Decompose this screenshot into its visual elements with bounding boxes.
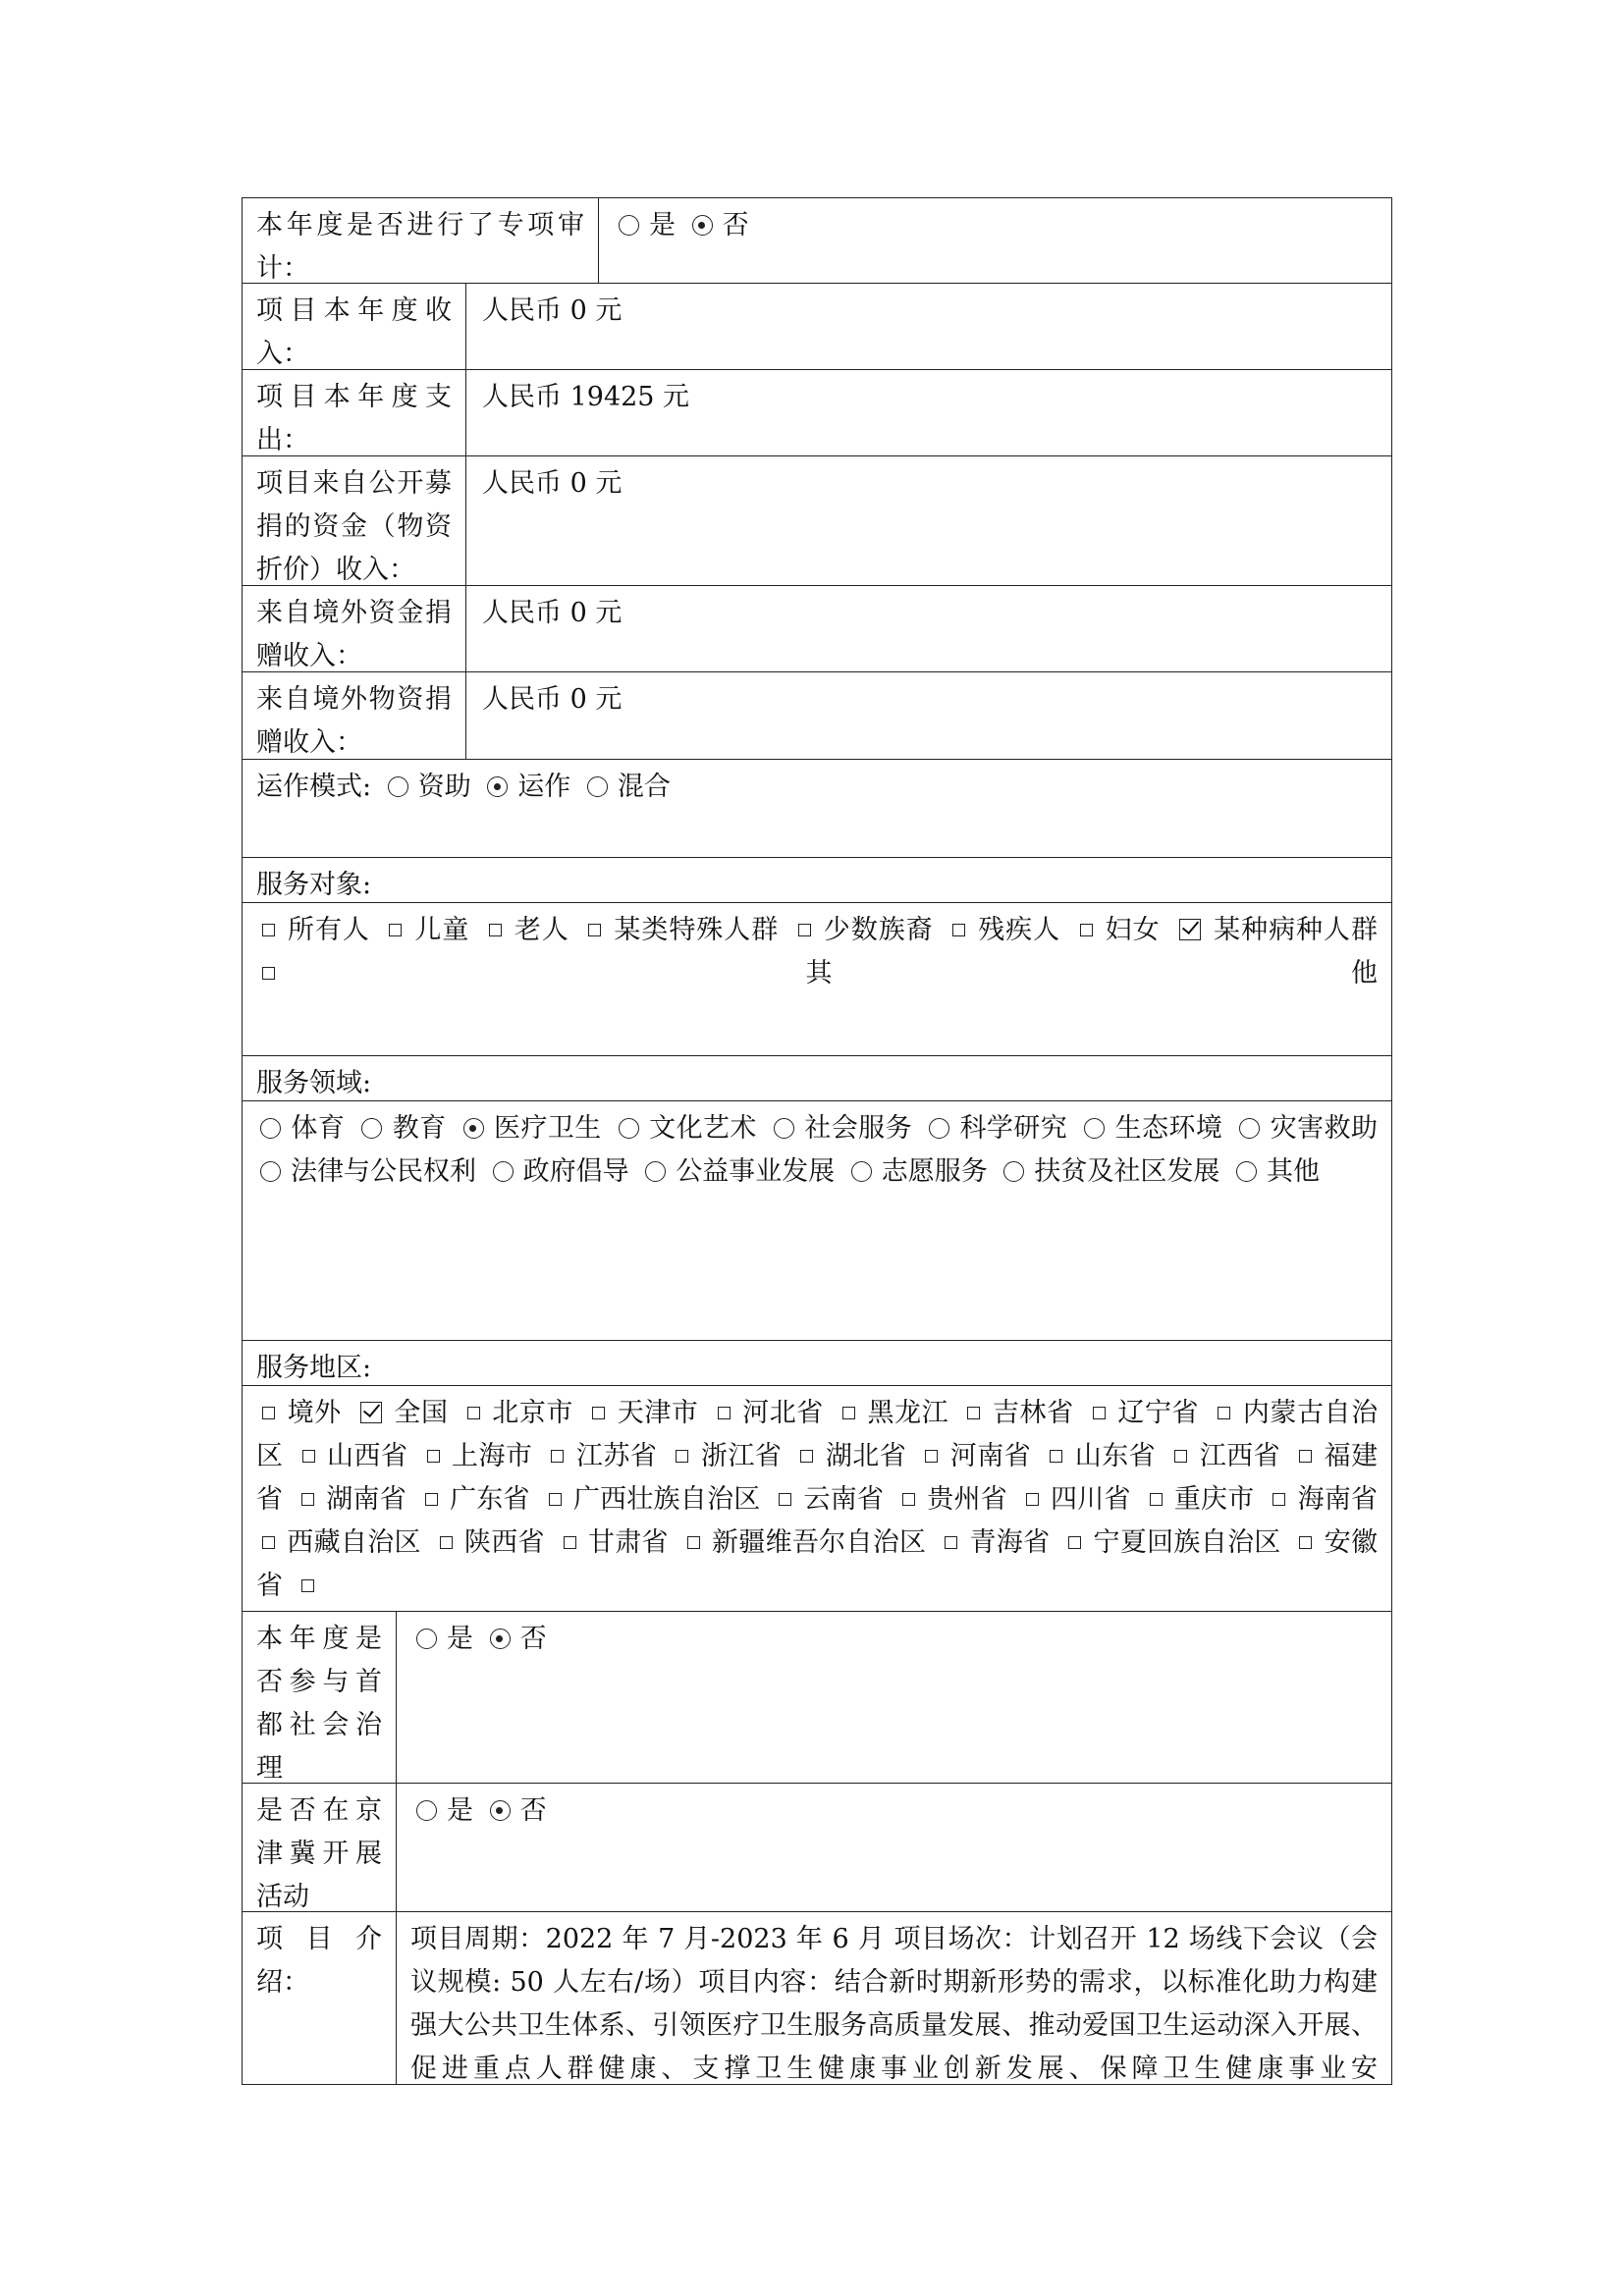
service-areas-item[interactable] (256, 1527, 421, 1558)
item-label: 残疾人 (977, 915, 1061, 945)
radio-icon[interactable] (490, 1629, 511, 1649)
operation-mode-row (242, 760, 1392, 858)
checkbox-icon[interactable] (489, 924, 502, 936)
service-areas-item[interactable] (545, 1441, 657, 1471)
service-targets-item[interactable] (483, 915, 569, 945)
service-fields-option[interactable] (1000, 1156, 1219, 1187)
service-areas-item[interactable] (434, 1527, 545, 1558)
radio-icon[interactable] (692, 215, 713, 236)
service-fields-option[interactable] (460, 1113, 602, 1144)
checkbox-icon[interactable] (467, 1407, 480, 1419)
audit-option[interactable] (615, 210, 676, 240)
checkbox-icon[interactable] (925, 1450, 938, 1463)
public-donation-label: 项目来自公开募捐的资金（物资折价）收入： (243, 456, 466, 585)
option-label: 公益事业发展 (676, 1156, 836, 1187)
checkbox-icon[interactable] (1299, 1450, 1312, 1463)
service-areas-item[interactable] (296, 1571, 326, 1601)
operation-mode-option[interactable] (583, 772, 671, 802)
item-label: 安徽省 (256, 1527, 1379, 1601)
option-label: 社会服务 (803, 1113, 912, 1144)
item-label: 湖北省 (825, 1441, 907, 1471)
capital-governance-options (397, 1612, 1391, 1783)
item-label: 福建省 (256, 1441, 1379, 1515)
service-fields-option[interactable] (256, 1113, 345, 1144)
service-targets-item[interactable] (1173, 915, 1378, 945)
option-label: 政府倡导 (522, 1156, 629, 1187)
service-targets-list (243, 903, 1391, 1055)
service-areas-item[interactable] (1044, 1441, 1156, 1471)
service-fields-option[interactable] (256, 1156, 476, 1187)
jjj-activity-options (397, 1784, 1391, 1911)
service-areas-item[interactable] (1087, 1398, 1199, 1428)
checkbox-icon[interactable] (676, 1450, 688, 1463)
radio-icon[interactable] (493, 1161, 514, 1182)
service-areas-item[interactable] (421, 1441, 533, 1471)
item-label: 吉林省 (992, 1398, 1074, 1428)
service-targets-header-row (242, 858, 1392, 903)
radio-icon[interactable] (416, 1800, 437, 1821)
item-label: 新疆维吾尔自治区 (711, 1527, 927, 1558)
radio-icon[interactable] (490, 1800, 511, 1821)
checkbox-icon[interactable] (1026, 1493, 1039, 1506)
capital-governance-option[interactable] (486, 1624, 547, 1654)
service-areas-item[interactable] (354, 1398, 449, 1428)
income-row (242, 284, 1392, 370)
checkbox-icon[interactable] (549, 1493, 562, 1506)
item-label: 广东省 (449, 1484, 530, 1515)
audit-row (242, 197, 1392, 284)
jjj-activity-label: 是否在京津冀开展活动 (243, 1784, 397, 1911)
radio-icon[interactable] (260, 1118, 281, 1139)
service-areas-item[interactable] (256, 1398, 342, 1428)
checkbox-icon[interactable] (718, 1407, 731, 1419)
option-label: 否 (722, 210, 749, 240)
checkbox-icon[interactable] (967, 1407, 980, 1419)
radio-icon[interactable] (388, 776, 408, 797)
service-areas-item[interactable] (1267, 1484, 1378, 1515)
checkbox-icon[interactable] (800, 1450, 813, 1463)
expense-label: 项目本年度支出： (243, 370, 466, 455)
option-label: 教育 (392, 1113, 447, 1144)
item-label: 山西省 (326, 1441, 408, 1471)
foreign-funds-row (242, 586, 1392, 672)
service-areas-item[interactable] (419, 1484, 530, 1515)
service-fields-row (242, 1101, 1392, 1341)
operation-mode-options (384, 772, 671, 802)
item-label: 辽宁省 (1116, 1398, 1200, 1428)
checkbox-icon[interactable] (440, 1536, 453, 1549)
option-label: 运作 (517, 772, 571, 802)
checkbox-icon[interactable] (592, 1407, 605, 1419)
intro-text: 项目周期：2022 年 7 月-2023 年 6 月 项目场次：计划召开 12 场线下会议（会议规模: 50 人左右/场）项目内容：结合新时期新形势的需求，以标准化助力构建强大公共卫生体系、引领医疗卫生服务高质量发展、推动爱国卫生运动深入开展、促进重点人群健康、支撑卫生健康事业创新发展、保障卫生健康事业安 (410, 1924, 1378, 2084)
service-fields-option[interactable] (1080, 1113, 1222, 1144)
public-donation-row (242, 456, 1392, 586)
radio-icon[interactable] (1003, 1161, 1024, 1182)
checkbox-icon[interactable] (842, 1407, 855, 1419)
item-label: 湖南省 (326, 1484, 406, 1515)
item-label: 宁夏回族自治区 (1093, 1527, 1281, 1558)
item-label: 甘肃省 (587, 1527, 669, 1558)
operation-mode (243, 760, 1391, 857)
item-label: 天津市 (617, 1398, 699, 1428)
service-areas-item[interactable] (837, 1398, 948, 1428)
foreign-goods-value: 人民币 0 元 (482, 684, 623, 715)
service-areas-item[interactable] (1144, 1484, 1255, 1515)
service-areas-item[interactable] (586, 1398, 698, 1428)
item-label: 海南省 (1297, 1484, 1379, 1515)
item-label: 妇女 (1104, 915, 1161, 945)
jjj-activity-row (242, 1784, 1392, 1912)
service-fields-option[interactable] (1232, 1156, 1320, 1187)
income-value: 人民币 0 元 (482, 295, 623, 326)
item-label: 河北省 (741, 1398, 824, 1428)
service-areas-item[interactable] (919, 1441, 1031, 1471)
item-label: 陕西省 (463, 1527, 545, 1558)
expense-value: 人民币 19425 元 (482, 382, 690, 412)
checkbox-icon[interactable] (301, 1493, 314, 1506)
service-targets-item[interactable] (947, 915, 1060, 945)
service-areas-item[interactable] (712, 1398, 824, 1428)
service-fields-label: 服务领域: (256, 1068, 372, 1098)
checkbox-icon[interactable] (551, 1450, 564, 1463)
item-label: 青海省 (969, 1527, 1051, 1558)
service-areas-header-row (242, 1341, 1392, 1386)
item-label: 某种病种人群 (1213, 915, 1379, 945)
item-label: 重庆市 (1173, 1484, 1255, 1515)
service-fields-header-row (242, 1056, 1392, 1101)
service-fields-option[interactable] (1235, 1113, 1378, 1144)
radio-icon[interactable] (260, 1161, 281, 1182)
option-label: 否 (519, 1795, 547, 1826)
checkbox-icon[interactable] (1272, 1493, 1285, 1506)
capital-governance-option[interactable] (412, 1624, 473, 1654)
option-label: 资助 (417, 772, 471, 802)
radio-icon[interactable] (774, 1118, 794, 1139)
checkbox-icon[interactable] (1068, 1536, 1081, 1549)
radio-icon[interactable] (851, 1161, 872, 1182)
option-label: 体育 (291, 1113, 346, 1144)
expense-row (242, 370, 1392, 456)
item-label: 老人 (513, 915, 569, 945)
capital-governance-row (242, 1612, 1392, 1784)
item-label: 上海市 (451, 1441, 533, 1471)
item-label: 全国 (393, 1398, 449, 1428)
option-label: 志愿服务 (881, 1156, 988, 1187)
option-label: 灾害救助 (1270, 1113, 1378, 1144)
jjj-activity-option[interactable] (486, 1795, 547, 1826)
item-label: 北京市 (491, 1398, 573, 1428)
option-label: 生态环境 (1114, 1113, 1223, 1144)
service-areas-item[interactable] (961, 1398, 1073, 1428)
service-areas-item[interactable] (670, 1441, 782, 1471)
option-label: 混合 (617, 772, 671, 802)
checkbox-icon[interactable] (262, 1407, 275, 1419)
item-label: 江西省 (1199, 1441, 1281, 1471)
jjj-activity-option[interactable] (412, 1795, 473, 1826)
option-label: 科学研究 (959, 1113, 1068, 1144)
checkbox-icon[interactable] (425, 1493, 438, 1506)
service-fields-option[interactable] (489, 1156, 629, 1187)
service-areas-item[interactable] (681, 1527, 927, 1558)
foreign-funds-label: 来自境外资金捐赠收入： (243, 586, 466, 671)
option-label: 文化艺术 (648, 1113, 757, 1144)
checkbox-icon[interactable] (1050, 1450, 1062, 1463)
service-fields-option[interactable] (925, 1113, 1067, 1144)
operation-mode-option[interactable] (483, 772, 570, 802)
radio-icon[interactable] (645, 1161, 666, 1182)
checkbox-icon[interactable] (302, 1450, 315, 1463)
item-label: 内蒙古自治区 (256, 1398, 1379, 1471)
item-label: 西藏自治区 (287, 1527, 421, 1558)
audit-options (599, 198, 1391, 283)
service-fields-option[interactable] (847, 1156, 988, 1187)
radio-icon[interactable] (361, 1118, 382, 1139)
item-label: 山东省 (1074, 1441, 1157, 1471)
radio-icon[interactable] (1236, 1161, 1257, 1182)
checkbox-icon[interactable] (1080, 924, 1093, 936)
audit-option[interactable] (688, 210, 749, 240)
checkbox-icon[interactable] (427, 1450, 440, 1463)
service-areas-item[interactable] (896, 1484, 1007, 1515)
radio-icon[interactable] (1084, 1118, 1105, 1139)
service-targets-item[interactable] (1074, 915, 1161, 945)
item-label: 黑龙江 (866, 1398, 949, 1428)
radio-icon[interactable] (487, 776, 508, 797)
service-fields-option[interactable] (615, 1113, 757, 1144)
radio-icon[interactable] (587, 776, 608, 797)
service-areas-item[interactable] (543, 1484, 761, 1515)
foreign-goods-row (242, 672, 1392, 760)
radio-icon[interactable] (1239, 1118, 1260, 1139)
service-targets-item[interactable] (792, 915, 934, 945)
foreign-goods-label: 来自境外物资捐赠收入： (243, 672, 466, 759)
option-label: 医疗卫生 (493, 1113, 602, 1144)
public-donation-value: 人民币 0 元 (482, 468, 623, 499)
checkbox-icon[interactable] (1218, 1407, 1230, 1419)
checkbox-icon[interactable] (952, 924, 965, 936)
service-areas-label: 服务地区: (256, 1353, 372, 1383)
intro-label: 项目介绍： (243, 1912, 397, 2084)
checked-checkbox-icon[interactable] (360, 1402, 382, 1423)
service-fields-option[interactable] (770, 1113, 912, 1144)
checkbox-icon[interactable] (687, 1536, 700, 1549)
service-targets-item[interactable] (582, 915, 779, 945)
audit-label: 本年度是否进行了专项审计： (243, 198, 599, 283)
service-areas-item[interactable] (296, 1484, 406, 1515)
project-form (242, 197, 1392, 2085)
checkbox-icon[interactable] (301, 1579, 314, 1592)
item-label: 四川省 (1050, 1484, 1131, 1515)
service-areas-item[interactable] (794, 1441, 906, 1471)
option-label: 扶贫及社区发展 (1034, 1156, 1220, 1187)
checkbox-icon[interactable] (945, 1536, 957, 1549)
service-fields-option[interactable] (641, 1156, 835, 1187)
service-areas-row (242, 1386, 1392, 1612)
service-areas-item[interactable] (939, 1527, 1050, 1558)
checkbox-icon[interactable] (902, 1493, 915, 1506)
checkbox-icon[interactable] (564, 1536, 576, 1549)
service-targets-label: 服务对象: (256, 870, 372, 900)
service-fields-option[interactable] (357, 1113, 446, 1144)
item-label: 儿童 (413, 915, 470, 945)
service-areas-item[interactable] (461, 1398, 573, 1428)
checkbox-icon[interactable] (262, 1536, 275, 1549)
item-label: 浙江省 (700, 1441, 783, 1471)
option-label: 法律与公民权利 (291, 1156, 476, 1187)
checkbox-icon[interactable] (798, 924, 811, 936)
option-label: 是 (447, 1624, 473, 1654)
option-label: 否 (519, 1624, 547, 1654)
operation-mode-label: 运作模式: (256, 772, 372, 802)
service-areas-item[interactable] (1062, 1527, 1280, 1558)
radio-icon[interactable] (463, 1118, 484, 1139)
service-areas-item[interactable] (773, 1484, 884, 1515)
checkbox-icon[interactable] (1299, 1536, 1312, 1549)
service-targets-item[interactable] (383, 915, 469, 945)
checkbox-icon[interactable] (779, 1493, 791, 1506)
item-label: 江苏省 (575, 1441, 658, 1471)
option-label: 其他 (1266, 1156, 1320, 1187)
checkbox-icon[interactable] (588, 924, 601, 936)
checkbox-icon[interactable] (1093, 1407, 1106, 1419)
service-areas-item[interactable] (558, 1527, 669, 1558)
service-targets-row (242, 903, 1392, 1056)
capital-governance-label: 本年度是否参与首都社会治理 (243, 1612, 397, 1783)
radio-icon[interactable] (929, 1118, 949, 1139)
item-label: 贵州省 (927, 1484, 1007, 1515)
checkbox-icon[interactable] (262, 967, 275, 980)
checkbox-icon[interactable] (1150, 1493, 1163, 1506)
item-label: 境外 (287, 1398, 342, 1428)
foreign-funds-value: 人民币 0 元 (482, 598, 623, 628)
service-areas-list (243, 1386, 1391, 1611)
item-label: 少数族裔 (822, 915, 934, 945)
item-label: 广西壮族自治区 (572, 1484, 761, 1515)
operation-mode-option[interactable] (384, 772, 471, 802)
radio-icon[interactable] (619, 1118, 639, 1139)
intro-row (242, 1912, 1392, 2085)
service-targets-item[interactable] (256, 958, 1378, 988)
radio-icon[interactable] (619, 215, 639, 236)
service-areas-item[interactable] (1168, 1441, 1280, 1471)
item-label: 某类特殊人群 (613, 915, 780, 945)
item-label: 所有人 (287, 915, 370, 945)
service-fields-list (243, 1101, 1391, 1340)
option-label: 是 (447, 1795, 473, 1826)
option-label: 是 (649, 210, 676, 240)
item-label: 云南省 (803, 1484, 885, 1515)
checkbox-icon[interactable] (389, 924, 402, 936)
item-label: 河南省 (949, 1441, 1032, 1471)
item-label: 其他 (287, 958, 1378, 988)
radio-icon[interactable] (416, 1629, 437, 1649)
income-label: 项目本年度收入： (243, 284, 466, 369)
service-targets-item[interactable] (256, 915, 370, 945)
service-areas-item[interactable] (297, 1441, 408, 1471)
checkbox-icon[interactable] (1174, 1450, 1187, 1463)
checked-checkbox-icon[interactable] (1179, 919, 1201, 940)
checkbox-icon[interactable] (262, 924, 275, 936)
service-areas-item[interactable] (1020, 1484, 1131, 1515)
